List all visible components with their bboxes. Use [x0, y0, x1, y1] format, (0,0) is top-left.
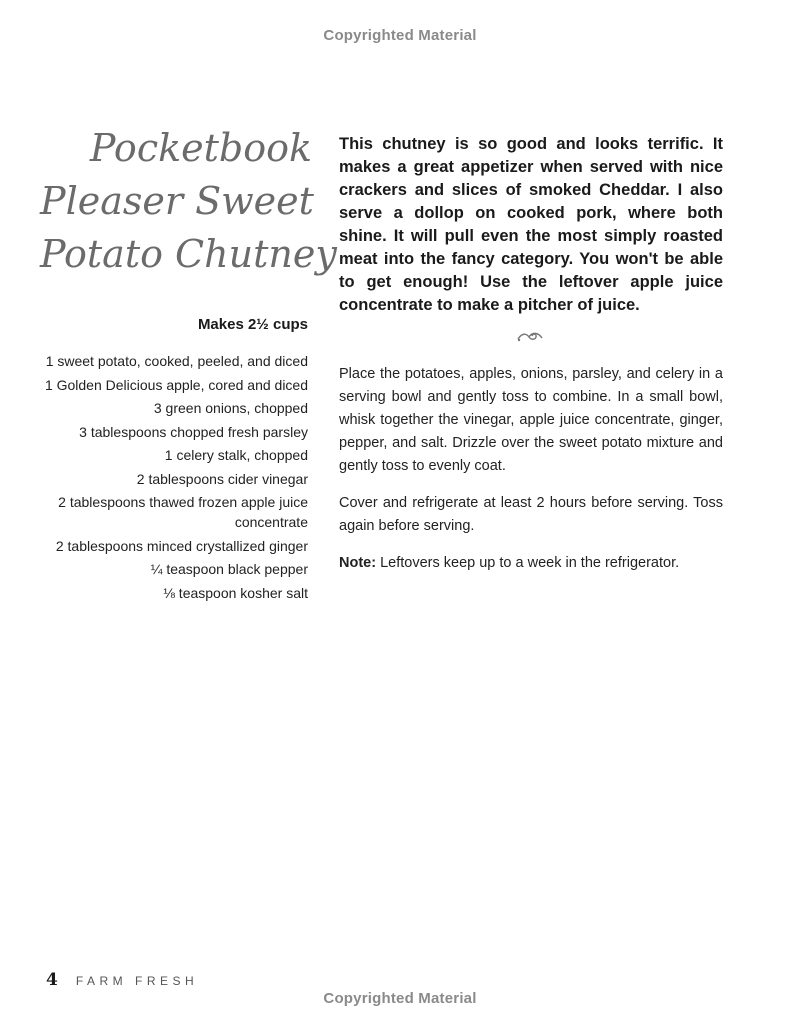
recipe-note: [339, 552, 723, 575]
ingredient-item: 3 green onions, chopped: [153, 400, 308, 416]
recipe-yield: Makes 2½ cups: [197, 316, 308, 333]
ingredient-item: 2 tablespoons minced crystallized ginger: [55, 537, 308, 554]
ingredient-item: ⅛ teaspoon kosher salt: [163, 584, 308, 601]
recipe-title-line: Potato Chutney: [40, 232, 337, 276]
ingredient-item: 1 celery stalk, chopped: [164, 447, 308, 463]
direction-paragraph: Cover and refrigerate at least 2 hours before serving. Toss again before serving.: [339, 495, 723, 534]
ingredient-list: [20, 351, 308, 606]
direction-paragraph: Place the potatoes, apples, onions, parsley, and celery in a serving bowl and gently toss to combine. In a small bowl, whisk together the vinegar, apple juice concentrate, ginger, pepper, and salt. Drizzle over the sweet potato mixture and gently toss to evenly coat.: [339, 366, 723, 474]
copyright-watermark-bottom: Copyrighted Material: [323, 990, 477, 1007]
copyright-watermark-top: Copyrighted Material: [323, 27, 477, 44]
ingredient-item: 1 Golden Delicious apple, cored and diced: [44, 376, 308, 393]
ingredient-item: ¼ teaspoon black pepper: [150, 561, 308, 577]
page-footer: [46, 970, 198, 990]
ingredient-item: 3 tablespoons chopped fresh parsley: [79, 423, 308, 440]
ingredient-item: 2 tablespoons cider vinegar: [136, 470, 308, 487]
recipe-title-line: Pleaser Sweet: [40, 179, 314, 223]
page-number: 4: [46, 970, 58, 990]
recipe-intro: This chutney is so good and looks terrific. It makes a great appetizer when served with nice crackers and slices of smoked Cheddar. I also serve a dollop on cooked pork, where both shine. It will pull even the most simply roasted meat into the fancy category. You won't be able to get enough! Use the leftover apple juice concentrate to make a pitcher of juice.: [339, 135, 723, 314]
recipe-title-line: Pocketbook: [89, 126, 312, 170]
recipe-title: [40, 122, 337, 281]
note-text: Leftovers keep up to a week in the refrigerator.: [376, 555, 680, 571]
ingredient-item: 1 sweet potato, cooked, peeled, and diced: [45, 353, 308, 369]
ingredient-item: 2 tablespoons thawed frozen apple juice concentrate: [58, 494, 308, 530]
flourish-ornament-icon: [516, 330, 544, 344]
note-label: Note:: [339, 555, 377, 571]
running-head: FARM FRESH: [75, 974, 199, 988]
